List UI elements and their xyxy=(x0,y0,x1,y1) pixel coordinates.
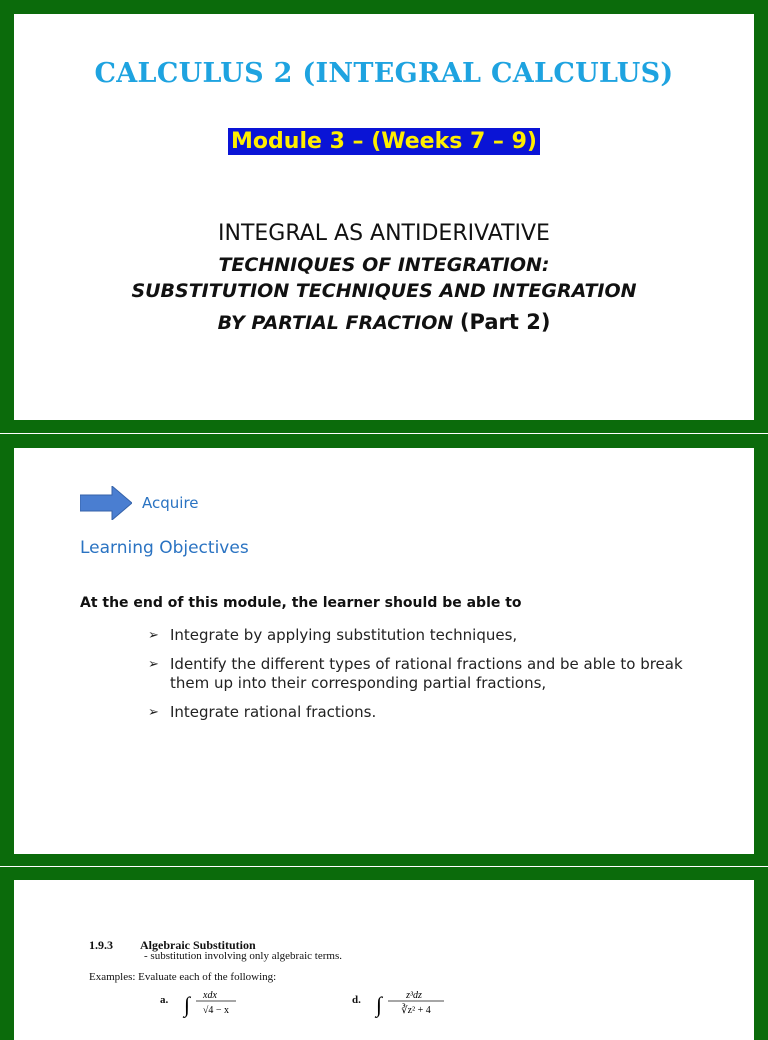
example-a-label: a. xyxy=(160,994,169,1006)
example-d-denominator: ∛z² + 4 xyxy=(401,1005,431,1016)
objective-text: Integrate by applying substitution techniques, xyxy=(170,626,518,644)
section-title: Algebraic Substitution xyxy=(140,938,256,952)
list-item xyxy=(148,655,688,693)
integral-sign: ∫ xyxy=(184,992,191,1017)
subtitle-line-2: SUBSTITUTION TECHNIQUES AND INTEGRATION xyxy=(131,280,637,302)
course-title: CALCULUS 2 (INTEGRAL CALCULUS) xyxy=(94,58,674,89)
example-d-label: d. xyxy=(352,994,361,1006)
example-a-formula xyxy=(182,986,262,1020)
arrow-bullet-icon: ➢ xyxy=(148,657,159,672)
module-label-wrap xyxy=(14,128,754,155)
arrow-bullet-icon: ➢ xyxy=(148,705,159,720)
objectives-list xyxy=(148,626,688,732)
subtitle-line-3 xyxy=(14,310,754,334)
example-d-formula xyxy=(374,986,464,1020)
main-title: INTEGRAL AS ANTIDERIVATIVE xyxy=(218,221,550,246)
example-d-numerator: z³dz xyxy=(406,990,422,1001)
section-note: - substitution involving only algebraic terms. xyxy=(144,950,342,962)
objectives-intro: At the end of this module, the learner should be able to xyxy=(80,595,522,611)
example-a-denominator: √4 − x xyxy=(202,1005,230,1016)
section-number: 1.9.3 xyxy=(89,938,113,952)
examples-label: Examples: Evaluate each of the following: xyxy=(89,971,277,983)
objective-text: Integrate rational fractions. xyxy=(170,703,377,721)
title-slide xyxy=(14,14,754,420)
list-item xyxy=(148,626,688,645)
acquire-label: Acquire xyxy=(142,494,199,512)
example-a-numerator: xdx xyxy=(203,990,217,1001)
subtitle-line-3-text: BY PARTIAL FRACTION xyxy=(217,312,454,334)
slide-divider xyxy=(0,866,768,867)
list-item xyxy=(148,703,688,722)
integral-sign: ∫ xyxy=(376,992,383,1017)
objectives-slide xyxy=(14,448,754,854)
objectives-heading: Learning Objectives xyxy=(80,538,249,558)
slide-divider xyxy=(0,433,768,434)
subtitle-line-1: TECHNIQUES OF INTEGRATION: xyxy=(218,254,550,276)
objective-text: Identify the different types of rational fractions and be able to break them up into their corresponding partial fractions, xyxy=(170,655,683,692)
algebraic-substitution-slide xyxy=(14,880,754,1040)
arrow-bullet-icon: ➢ xyxy=(148,628,159,643)
module-label: Module 3 – (Weeks 7 – 9) xyxy=(228,128,540,155)
subtitle-part-label: (Part 2) xyxy=(459,310,551,334)
right-arrow-icon xyxy=(80,486,132,520)
